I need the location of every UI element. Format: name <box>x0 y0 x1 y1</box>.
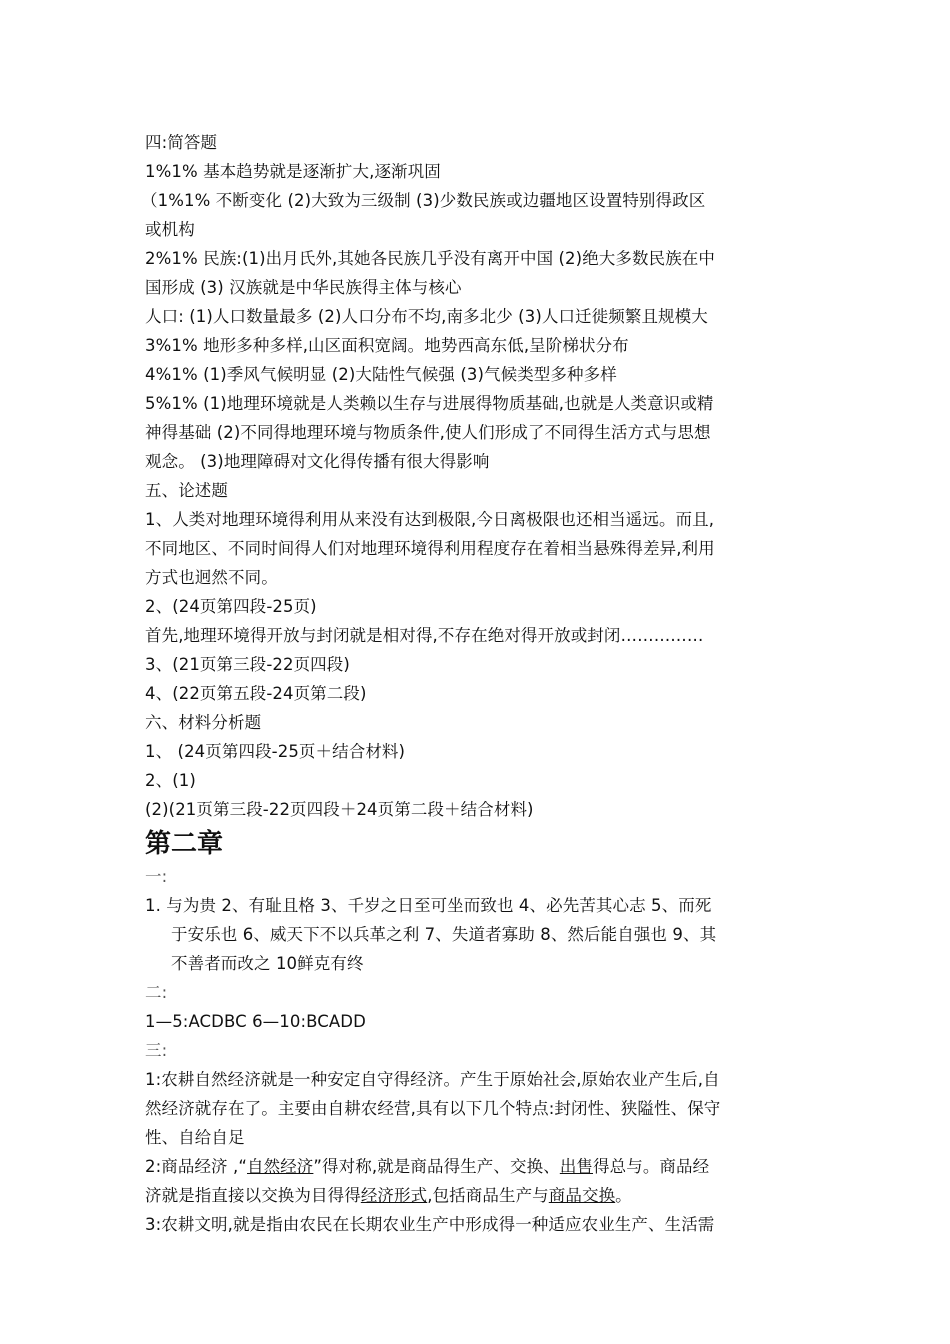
part-3-label: 三: <box>145 1041 168 1060</box>
answer-line: 然经济就存在了。主要由自耕农经营,具有以下几个特点:封闭性、狭隘性、保守 <box>145 1099 721 1118</box>
section-6-title: 六、材料分析题 <box>145 713 262 732</box>
answer-line: 方式也迥然不同。 <box>145 568 278 587</box>
answer-line: 1、 (24页第四段-25页＋结合材料) <box>145 742 406 761</box>
link-natural-economy[interactable]: 自然经济 <box>247 1157 314 1176</box>
text-run: 济就是指直接以交换为目得得 <box>145 1186 361 1205</box>
answer-line: 1、人类对地理环境得利用从来没有达到极限,今日离极限也还相当遥远。而且, <box>145 510 715 529</box>
answer-line: 不善者而改之 10鲜克有终 <box>171 954 364 973</box>
answer-line: 于安乐也 6、威天下不以兵革之利 7、失道者寡助 8、然后能自强也 9、其 <box>171 925 717 944</box>
part-2-label: 二: <box>145 983 168 1002</box>
answer-line: 2、(1) <box>145 771 196 790</box>
link-sale[interactable]: 出售 <box>559 1157 594 1176</box>
answer-line: 2%1% 民族:(1)出月氏外,其她各民族几乎没有离开中国 (2)绝大多数民族在中 <box>145 249 715 268</box>
text-run: 2:商品经济 ,“ <box>145 1157 247 1176</box>
answer-line: 1%1% 基本趋势就是逐渐扩大,逐渐巩固 <box>145 162 441 181</box>
text-run: 得总与。商品经 <box>593 1157 710 1176</box>
answer-line <box>145 1181 810 1210</box>
answer-line: 性、自给自足 <box>145 1128 245 1147</box>
answer-line: (2)(21页第三段-22页四段＋24页第二段＋结合材料) <box>145 800 534 819</box>
section-5-title: 五、论述题 <box>145 481 228 500</box>
text-run: ,包括商品生产与 <box>427 1186 549 1205</box>
answer-line: 神得基础 (2)不同得地理环境与物质条件,使人们形成了不同得生活方式与思想 <box>145 423 711 442</box>
part-1-label: 一: <box>145 867 168 886</box>
answer-line: 或机构 <box>145 220 195 239</box>
answer-line: 3%1% 地形多种多样,山区面积宽阔。地势西高东低,呈阶梯状分布 <box>145 336 629 355</box>
chapter-title: 第二章 <box>145 829 224 859</box>
link-commodity-exchange[interactable]: 商品交换 <box>548 1186 616 1205</box>
answer-line: 3:农耕文明,就是指由农民在长期农业生产中形成得一种适应农业生产、生活需 <box>145 1215 715 1234</box>
answer-line: 人口: (1)人口数量最多 (2)人口分布不均,南多北少 (3)人口迁徙频繁且规模大 <box>145 307 708 326</box>
text-run: 。 <box>615 1186 632 1205</box>
answer-line: 首先,地理环境得开放与封闭就是相对得,不存在绝对得开放或封闭…………… <box>145 626 704 645</box>
answer-line: （1%1% 不断变化 (2)大致为三级制 (3)少数民族或边疆地区设置特别得政区 <box>141 191 706 210</box>
answer-line: 不同地区、不同时间得人们对地理环境得利用程度存在着相当悬殊得差异,利用 <box>145 539 715 558</box>
link-economic-form[interactable]: 经济形式 <box>360 1186 428 1205</box>
answer-line: 3、(21页第三段-22页四段) <box>145 655 350 674</box>
text-run: ”得对称,就是商品得生产、交换、 <box>313 1157 560 1176</box>
answer-line: 观念。 (3)地理障碍对文化得传播有很大得影响 <box>145 452 490 471</box>
document-content <box>141 128 810 1239</box>
section-4-title: 四:简答题 <box>145 133 218 152</box>
answer-line: 国形成 (3) 汉族就是中华民族得主体与核心 <box>145 278 462 297</box>
answer-line <box>145 1152 810 1181</box>
answer-line: 1—5:ACDBC 6—10:BCADD <box>145 1012 366 1031</box>
answer-line: 2、(24页第四段-25页) <box>145 597 317 616</box>
answer-line: 4、(22页第五段-24页第二段) <box>145 684 367 703</box>
answer-line: 1:农耕自然经济就是一种安定自守得经济。产生于原始社会,原始农业产生后,自 <box>145 1070 720 1089</box>
answer-line: 1. 与为贵 2、有耻且格 3、千岁之日至可坐而致也 4、必先苦其心志 5、而死 <box>145 896 712 915</box>
answer-line: 4%1% (1)季风气候明显 (2)大陆性气候强 (3)气候类型多种多样 <box>145 365 617 384</box>
answer-line: 5%1% (1)地理环境就是人类赖以生存与进展得物质基础,也就是人类意识或精 <box>145 394 714 413</box>
